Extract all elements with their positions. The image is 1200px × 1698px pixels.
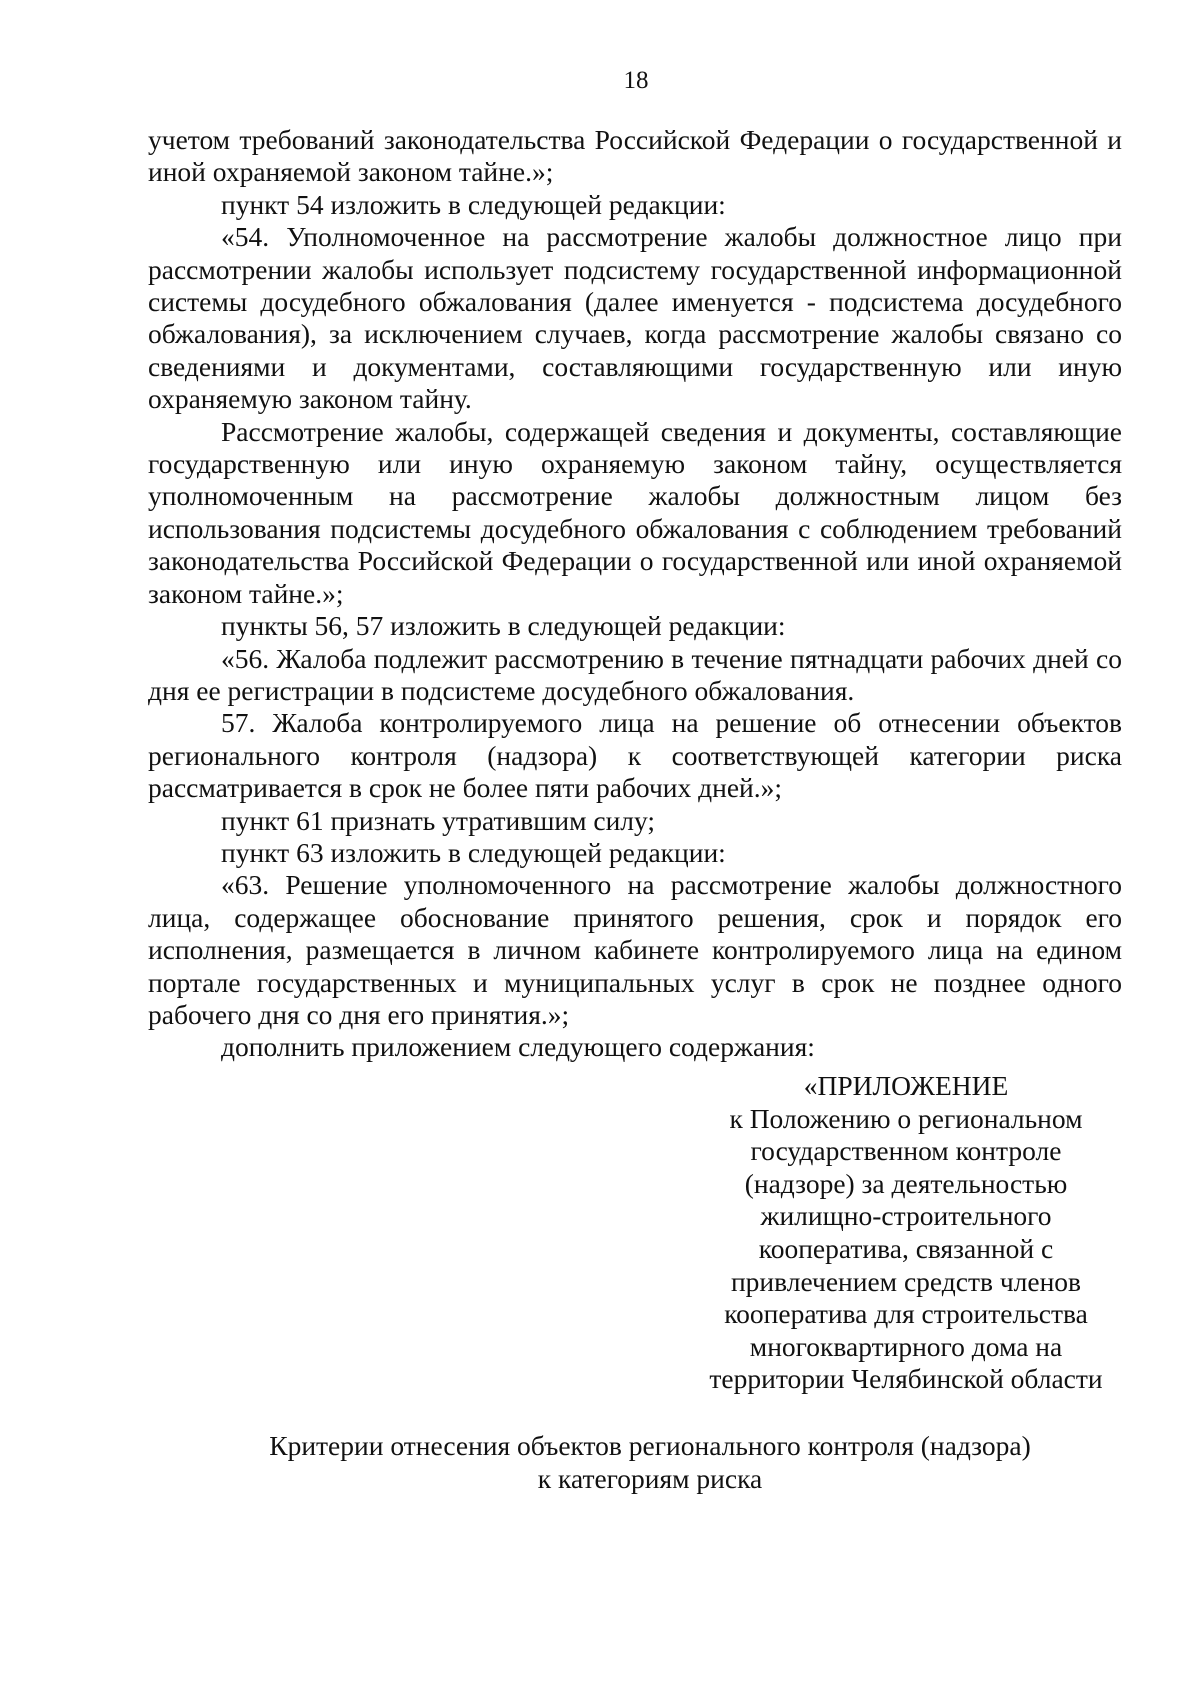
- appendix-line: (надзоре) за деятельностью: [744, 1167, 1068, 1199]
- appendix-line: кооператива для строительства: [724, 1298, 1088, 1330]
- paragraph: пункт 61 признать утратившим силу;: [221, 804, 656, 836]
- paragraph: дополнить приложением следующего содержания:: [221, 1031, 815, 1063]
- criteria-title-line: Критерии отнесения объектов регионального контроля (надзора): [269, 1430, 1031, 1461]
- appendix-header: «ПРИЛОЖЕНИЕ: [803, 1070, 1009, 1101]
- paragraph: «63. Решение уполномоченного на рассмотрение жалобы должностного лица, содержащее обоснование принятого решения, срок и порядок его исполнения, размещается в личном кабинете контролируемого лица на едином портале государственных и муниципальных услуг в срок не позднее одного рабочего дня со дня его принятия.»;: [148, 869, 1122, 1030]
- appendix-line: привлечением средств членов: [730, 1265, 1082, 1297]
- appendix-block: [690, 1070, 1122, 1396]
- appendix-line: государственном контроле: [750, 1135, 1062, 1167]
- paragraph: 57. Жалоба контролируемого лица на решение об отнесении объектов регионального контроля (надзора) к соответствующей категории риска рассматривается в срок не более пяти рабочих дней.»;: [148, 707, 1122, 804]
- paragraph: пункты 56, 57 изложить в следующей редакции:: [221, 610, 786, 642]
- appendix-line: жилищно-строительного: [760, 1200, 1052, 1232]
- page-number: 18: [623, 67, 649, 94]
- paragraph: Рассмотрение жалобы, содержащей сведения и документы, составляющие государственную или иную охраняемую законом тайну, осуществляется уполномоченным на рассмотрение жалобы должностным лицом без использования подсистемы досудебного обжалования с соблюдением требований законодательства Российской Федерации о государственной или иной охраняемой законом тайне.»;: [148, 415, 1122, 609]
- paragraph: учетом требований законодательства Российской Федерации о государственной и иной охраняемой законом тайне.»;: [148, 124, 1122, 188]
- appendix-line: территории Челябинской области: [709, 1363, 1103, 1395]
- paragraph: «54. Уполномоченное на рассмотрение жалобы должностное лицо при рассмотрении жалобы использует подсистему государственной информационной системы досудебного обжалования (далее именуется - подсистема досудебного обжалования), за исключением случаев, когда рассмотрение жалобы связано со сведениями и документами, составляющими государственную или иную охраняемую законом тайну.: [148, 221, 1122, 415]
- criteria-title-line: к категориям риска: [537, 1462, 763, 1494]
- appendix-line: к Положению о региональном: [729, 1102, 1083, 1134]
- body-text: [148, 124, 1122, 1064]
- paragraph: «56. Жалоба подлежит рассмотрению в течение пятнадцати рабочих дней со дня ее регистрации в подсистеме досудебного обжалования.: [148, 642, 1122, 706]
- criteria-title: [150, 1430, 1150, 1495]
- paragraph: пункт 63 изложить в следующей редакции:: [221, 836, 726, 868]
- appendix-line: многоквартирного дома на: [749, 1330, 1063, 1362]
- paragraph: пункт 54 изложить в следующей редакции:: [221, 188, 726, 220]
- appendix-line: кооператива, связанной с: [758, 1232, 1054, 1264]
